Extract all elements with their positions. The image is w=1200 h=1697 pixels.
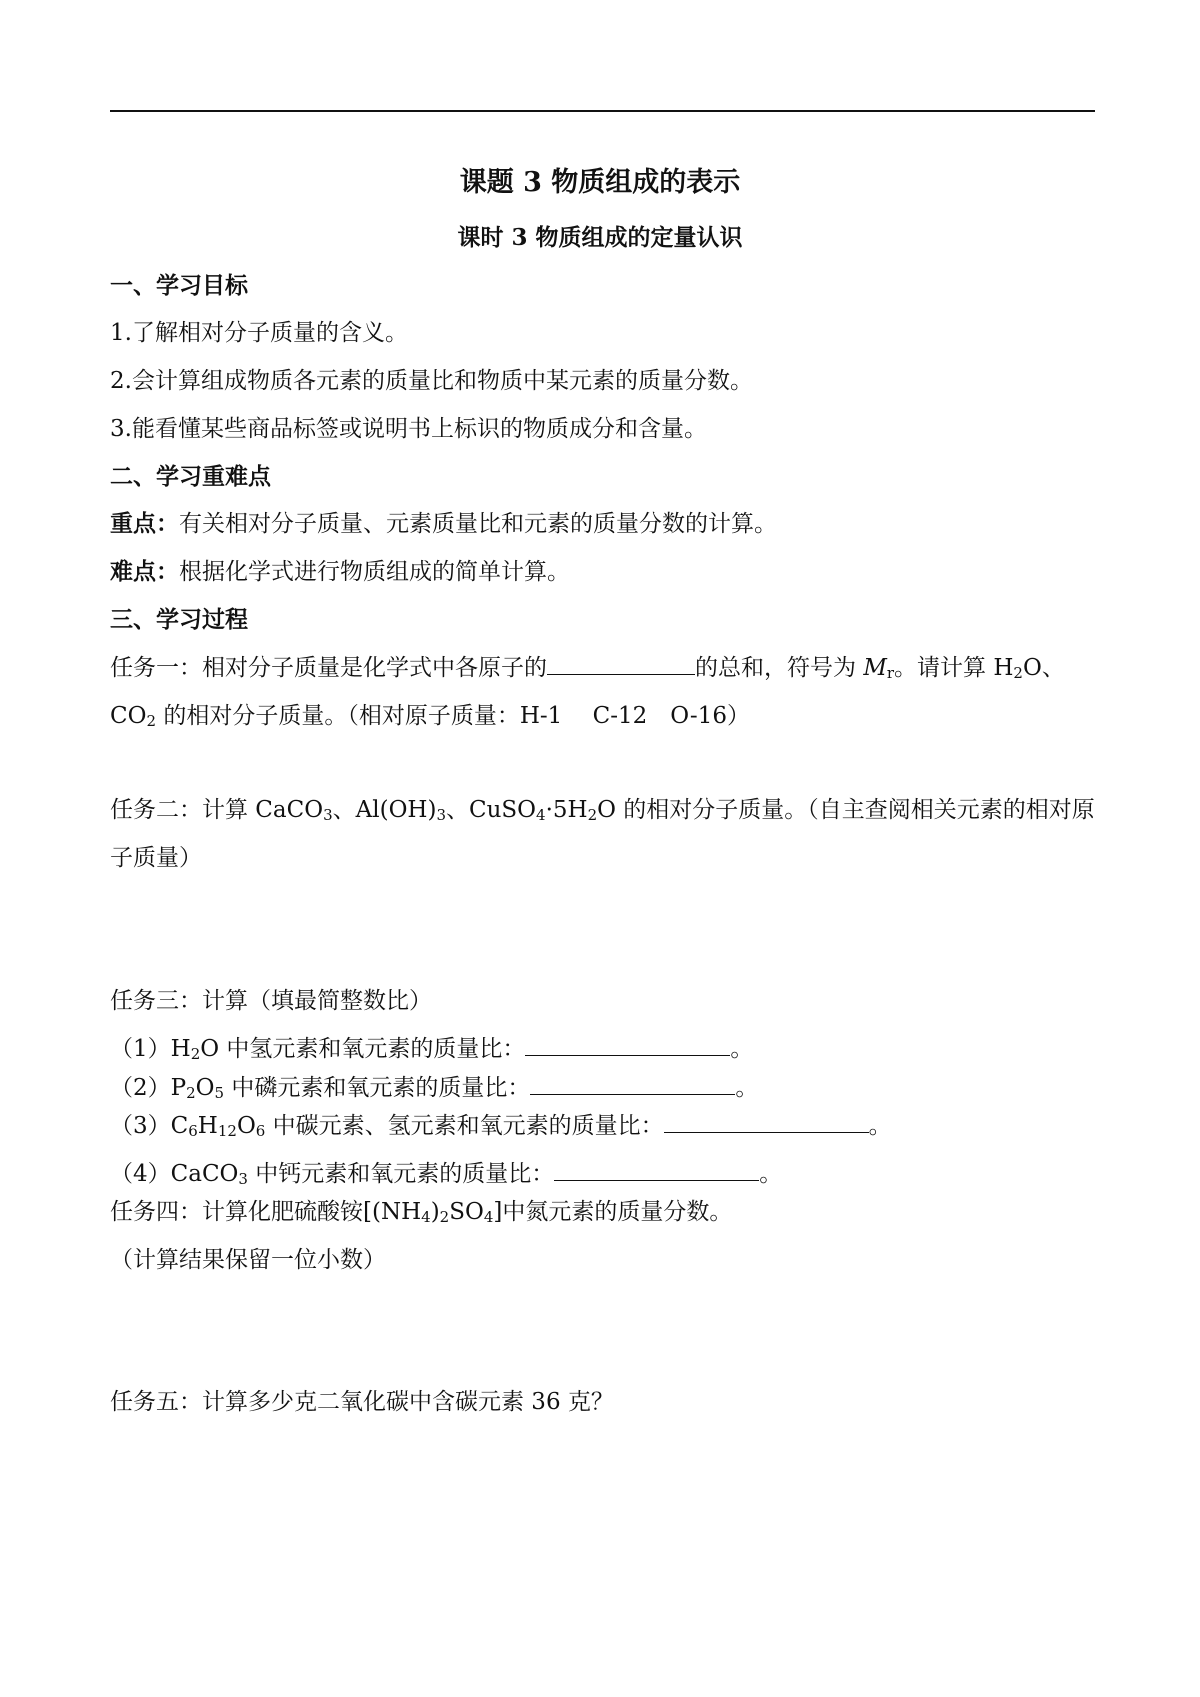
task3-q3-b: H bbox=[197, 1113, 218, 1139]
task3-q4-sub: 3 bbox=[238, 1170, 248, 1188]
difficult-point-text: 根据化学式进行物质组成的简单计算。 bbox=[179, 559, 570, 585]
task4-sub2: 2 bbox=[439, 1208, 450, 1226]
task2-text-d: ·5H bbox=[545, 797, 588, 823]
section-heading-objectives: 一、学习目标 bbox=[110, 272, 248, 299]
task3-q1-a: （1）H bbox=[110, 1036, 191, 1062]
objective-3: 3.能看懂某些商品标签或说明书上标识的物质成分和含量。 bbox=[110, 416, 707, 442]
task3-q3-sub1: 6 bbox=[188, 1122, 198, 1140]
header-rule bbox=[110, 110, 1095, 112]
task4-line2: （计算结果保留一位小数） bbox=[110, 1247, 386, 1273]
task3-q3-answer-blank[interactable] bbox=[664, 1110, 869, 1133]
page-title: 课题 3 物质组成的表示 bbox=[459, 167, 741, 198]
task1-co2: CO bbox=[110, 703, 147, 729]
task3-q4-a: （4）CaCO bbox=[110, 1161, 239, 1187]
task3-q3-sub3: 6 bbox=[255, 1122, 266, 1140]
task3-q4-end: 。 bbox=[759, 1161, 783, 1187]
task2-text-c: 、CuSO bbox=[446, 797, 537, 823]
task3-q3-d: 中碳元素、氢元素和氧元素的质量比： bbox=[265, 1113, 664, 1139]
key-point bbox=[110, 505, 777, 538]
task1-line2 bbox=[110, 697, 750, 730]
task3-q4 bbox=[110, 1155, 782, 1188]
task4-line1 bbox=[110, 1193, 732, 1226]
task1-text-c: 。请计算 H bbox=[894, 655, 1014, 681]
objective-2: 2.会计算组成物质各元素的质量比和物质中某元素的质量分数。 bbox=[110, 368, 753, 394]
task1-text-d: O、 bbox=[1022, 655, 1065, 681]
task3-q2-sub1: 2 bbox=[186, 1084, 196, 1102]
task3-q1-answer-blank[interactable] bbox=[525, 1033, 730, 1056]
task5: 任务五：计算多少克二氧化碳中含碳元素 36 克？ bbox=[110, 1389, 614, 1415]
task4-text-b: ) bbox=[430, 1199, 440, 1225]
task3-q2-b: O bbox=[195, 1075, 215, 1101]
task4-sub3: 4 bbox=[483, 1208, 494, 1226]
task3-q4-answer-blank[interactable] bbox=[554, 1158, 759, 1181]
task3-q4-b: 中钙元素和氧元素的质量比： bbox=[247, 1161, 555, 1187]
task1-h2o-subscript: 2 bbox=[1013, 664, 1023, 682]
key-point-label: 重点： bbox=[110, 510, 179, 537]
task2-sub-4: 2 bbox=[587, 806, 598, 824]
task1-co2-subscript: 2 bbox=[146, 712, 157, 730]
difficult-point bbox=[110, 553, 570, 586]
task4-text-c: SO bbox=[449, 1199, 484, 1225]
task1-answer-blank[interactable] bbox=[547, 652, 695, 675]
task3-q3 bbox=[110, 1107, 892, 1140]
task3-q2-answer-blank[interactable] bbox=[530, 1072, 735, 1095]
task4-text-d: ]中氮元素的质量分数。 bbox=[493, 1199, 733, 1225]
task2-text-e: O 的相对分子质量。（自主查阅相关元素的相对原 bbox=[597, 797, 1095, 823]
task1-mr-subscript: r bbox=[886, 664, 895, 682]
task3-q2 bbox=[110, 1069, 758, 1102]
task3-q2-c: 中磷元素和氧元素的质量比： bbox=[224, 1075, 531, 1101]
objective-1: 1.了解相对分子质量的含义。 bbox=[110, 320, 408, 346]
task4-sub1: 4 bbox=[421, 1208, 431, 1226]
task2-text-a: 任务二：计算 CaCO bbox=[110, 797, 324, 823]
task3-q1-end: 。 bbox=[730, 1036, 754, 1062]
task1-text-b: 的总和，符号为 bbox=[695, 655, 864, 681]
difficult-point-label: 难点： bbox=[110, 558, 179, 585]
task2-text-b: 、Al(OH) bbox=[332, 797, 437, 823]
task3-q3-sub2: 12 bbox=[217, 1122, 237, 1140]
section-heading-key-points: 二、学习重难点 bbox=[110, 463, 271, 490]
task3-q2-sub2: 5 bbox=[214, 1084, 225, 1102]
task2-line2: 子质量） bbox=[110, 845, 202, 871]
task2-line1 bbox=[110, 791, 1095, 824]
task1-line1 bbox=[110, 649, 1065, 682]
section-heading-process: 三、学习过程 bbox=[110, 606, 248, 633]
key-point-text: 有关相对分子质量、元素质量比和元素的质量分数的计算。 bbox=[179, 511, 777, 537]
task3-q1-sub: 2 bbox=[190, 1045, 201, 1063]
task3-heading: 任务三：计算（填最简整数比） bbox=[110, 988, 432, 1014]
task1-text-e: 的相对分子质量。（相对原子质量：H-1 C-12 O-16） bbox=[156, 703, 750, 729]
task3-q1-b: O 中氢元素和氧元素的质量比： bbox=[200, 1036, 526, 1062]
task2-sub-3: 4 bbox=[536, 806, 546, 824]
task4-text-a: 任务四：计算化肥硫酸铵[(NH bbox=[110, 1199, 422, 1225]
task2-sub-1: 3 bbox=[323, 806, 333, 824]
task2-sub-2: 3 bbox=[436, 806, 446, 824]
page-subtitle: 课时 3 物质组成的定量认识 bbox=[457, 224, 743, 251]
task3-q3-a: （3）C bbox=[110, 1113, 189, 1139]
task3-q3-c: O bbox=[236, 1113, 256, 1139]
task3-q3-end: 。 bbox=[868, 1113, 892, 1139]
task3-q2-end: 。 bbox=[735, 1075, 759, 1101]
task1-mr-symbol: M bbox=[863, 655, 887, 681]
task1-text-a: 任务一：相对分子质量是化学式中各原子的 bbox=[110, 655, 547, 681]
task3-q2-a: （2）P bbox=[110, 1075, 187, 1101]
task3-q1 bbox=[110, 1030, 753, 1063]
